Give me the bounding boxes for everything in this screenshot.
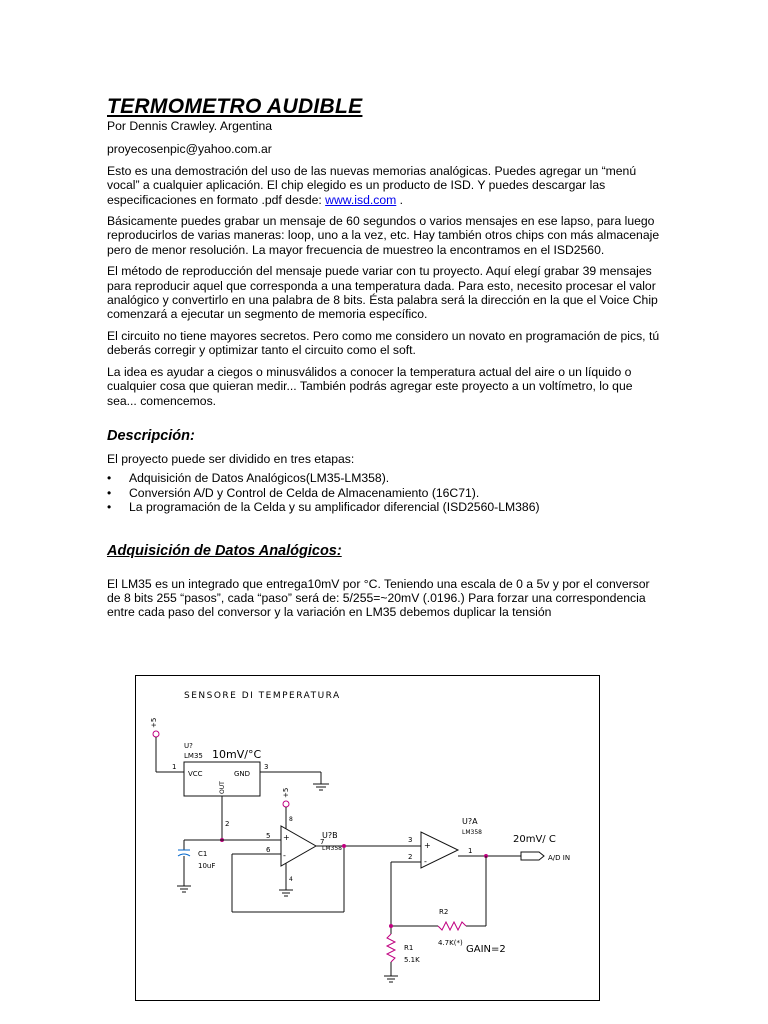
pin-label: 2 [408,853,413,861]
pin-label: 5 [266,832,271,840]
out-pin-label: OUT [219,781,226,794]
temperature-sensor-schematic [135,675,600,1001]
r2-resistor-icon [438,922,466,930]
supply-label: +5 [150,717,158,728]
schematic-title: SENSORE DI TEMPERATURA [184,691,341,701]
list-item: • Conversión A/D y Control de Celda de Almacenamiento (16C71). [107,486,662,500]
supply-label: +5 [282,787,290,798]
schematic-drawing [136,676,601,1002]
stage-list [107,471,662,514]
heading-adquisicion: Adquisición de Datos Analógicos: [107,542,342,559]
paragraph-2: Básicamente puedes grabar un mensaje de 60 segundos o varios mensajes en ese lapso, para luego reproducirlos de varias maneras: loop, uno a la vez, etc. Hay también otros chips con más almacenaje pero de menor resolución. La mayor frecuencia de muestreo la encontramos en el ISD2560. [107,214,660,257]
plus-sign: + [283,833,290,842]
list-item: • Adquisición de Datos Analógicos(LM35-LM358). [107,471,662,485]
opamp-b-part: LM358 [322,845,342,852]
page-title: TERMOMETRO AUDIBLE [107,95,363,118]
pin-label: 2 [225,820,230,828]
r1-ref: R1 [404,944,414,952]
output-label: A/D IN [548,854,571,862]
paragraph-3: El método de reproducción del mensaje puede variar con tu proyecto. Aquí elegí grabar 39 mensajes para reproducir aquel que corresponda a una temperatura dada. Para esto, necesito procesar el valor analógico y convertirlo en una palabra de 8 bits. Ésta palabra será la dirección en la que el Voice Chip comenzará a ejecutar un segmento de memoria específico. [107,264,658,322]
vcc-pin-label: VCC [188,770,203,778]
pin-label: 1 [172,763,177,771]
pin-label: 3 [408,836,413,844]
c1-value: 10uF [198,862,216,870]
pin-label: 6 [266,846,271,854]
opamp-b-ref: U?B [322,831,338,840]
r2-ref: R2 [439,908,449,916]
pin-label: 8 [289,816,293,823]
opamp-b-icon [281,826,316,866]
pin-label: 4 [289,876,293,883]
output-port-icon [521,852,544,860]
gnd-pin-label: GND [234,770,251,778]
minus-sign: - [424,857,427,866]
supply-terminal-icon [153,731,159,737]
paragraph-intro-end: . [396,192,404,207]
pin-label: 1 [468,847,473,855]
opamp-a-ref: U?A [462,817,478,826]
paragraph-intro [107,164,662,207]
lm35-ref: U? [184,742,193,750]
lm35-part: LM35 [184,752,203,760]
r1-value: 5.1K [404,956,420,964]
desc-intro: El proyecto puede ser dividido en tres etapas: [107,451,355,466]
r2-value: 4.7K(*) [438,939,463,947]
minus-sign: - [283,851,286,860]
paragraph-6: El LM35 es un integrado que entrega10mV por °C. Teniendo una escala de 0 a 5v y por el conversor de 8 bits 255 “pasos”, cada “paso” será de: 5/255=~20mV (.0196.) Para forzar una correspondencia entre cada paso del conversor y la variación en LM35 debemos duplicar la tensión [107,576,650,620]
email-line: proyecosenpic@yahoo.com.ar [107,142,272,157]
pin-label: 7 [320,838,325,846]
heading-descripcion: Descripción: [107,427,195,444]
pin-label: 3 [264,763,269,771]
plus-sign: + [424,841,431,850]
list-item: • La programación de la Celda y su amplificador diferencial (ISD2560-LM386) [107,500,662,514]
r1-resistor-icon [387,934,395,962]
author-line: Por Dennis Crawley. Argentina [107,119,273,133]
paragraph-5: La idea es ayudar a ciegos o minusválidos a conocer la temperatura actual del aire o un líquido o cualquier cosa que quieran medir... También podrás agregar este proyecto a un voltímetro, lo que sea... comencemos. [107,364,633,408]
paragraph-intro-text: Esto es una demostración del uso de las nuevas memorias analógicas. Puedes agregar un “menú vocal” a cualquier aplicación. El chip elegido es un producto de ISD. Y puedes descargar las especificaciones en formato .pdf desde: [107,163,637,207]
lm35-rate: 10mV/°C [212,748,262,761]
output-rate: 20mV/ C [513,834,556,845]
isd-link[interactable]: www.isd.com [325,192,397,207]
c1-ref: C1 [198,850,208,858]
document [107,95,662,627]
paragraph-4: El circuito no tiene mayores secretos. Pero como me considero un novato en programación de pics, tú deberás corregir y optimizar tanto el circuito como el soft. [107,328,660,358]
opamp-a-part: LM358 [462,829,482,836]
gain-label: GAIN=2 [466,944,506,955]
